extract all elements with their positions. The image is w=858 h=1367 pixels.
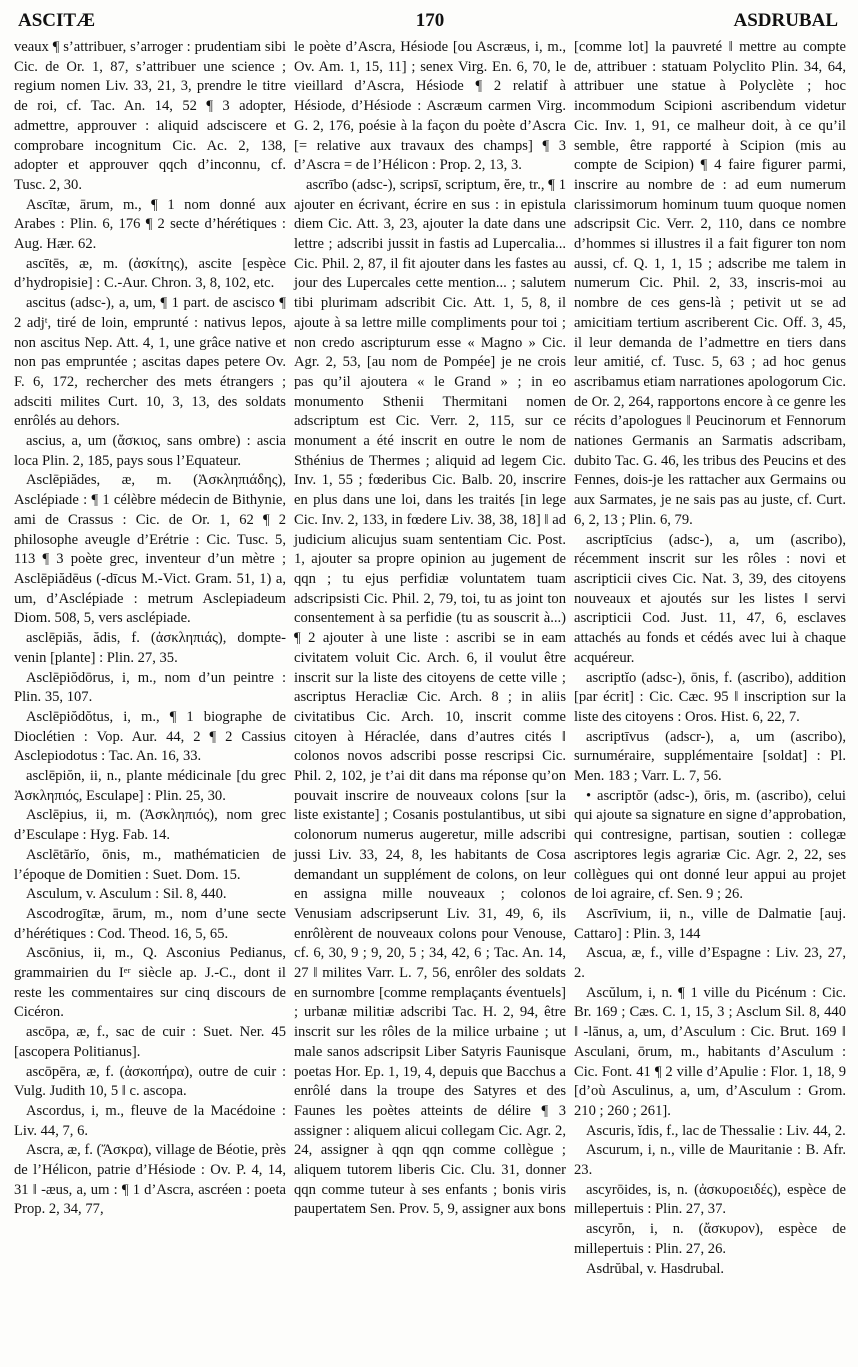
page-number: 170 (415, 10, 445, 31)
dictionary-entry: ascyrŏn, i, n. (ἄσκυρον), espèce de millepertuis : Plin. 27, 26. (574, 1221, 846, 1257)
dictionary-entry: Asclēpius, ii, m. (Ἀσκληπιός), nom grec d’Esculape : Hyg. Fab. 14. (14, 807, 286, 844)
dictionary-entry: ascius, a, um (ἄσκιος, sans ombre) : ascia loca Plin. 2, 185, pays sous l’Equateur. (14, 433, 286, 469)
dictionary-entry: Ascrīvium, ii, n., ville de Dalmatie [auj. Cattaro] : Plin. 3, 144 (574, 905, 846, 942)
entry-continuation: [comme lot] la pauvreté ‖ mettre au compte de, attribuer : statuam Polyclito Plin. 34, 64, attribuer une statue à Polyclète ; hoc incommodum Scipioni ascribendum videtur Cic. Inv. 1, 91, ce malheur doit, à ce qu’il semble, être rapporté à Scipion (mis au compte de Scipion) ¶ 4 faire figurer parmi, inscrire au nombre de : ad eum numerum clarissimorum hominum tuum quoque nomen adscripsit Cic. Verr. 2, 110, dans ce nombre d’hommes si illustres il a fait figurer ton nom aussi, cf. Q. 1, 1, 15 ; adscribe me talem in numerum Cic. Phil. 2, 33, inscris-moi au nombre de ces gens-là ; petivit ut se ad amicitiam tertium ascriberent Cic. Off. 3, 45, il leur demanda de l’admettre en tiers dans leur amitié, cf. Tusc. 5, 63 ; ad hoc genus ascribamus etiam narrationes apologorum Cic. de Or. 2, 264, rapportons encore à ce genre les récits d’apologues ‖ Peucinorum et Fennorum nationes Germanis an Sarmatis adscribam, dubito Tac. G. 46, les tribus des Peucins et des Fennes, dois-je les rattacher aux Germains ou aux Sarmates, je ne sais pas au juste, cf. Curt. 6, 2, 13 ; Plin. 6, 79. (574, 39, 846, 528)
dictionary-entry: Asclētārĭo, ōnis, m., mathématicien de l’époque de Domitien : Suet. Dom. 15. (14, 846, 286, 883)
dictionary-entry: Ascurum, i, n., ville de Mauritanie : B. Afr. 23. (574, 1142, 846, 1179)
dictionary-entry: ascriptĭo (adsc-), ōnis, f. (ascribo), addition [par écrit] : Cic. Cæc. 95 ‖ inscription sur la liste des citoyens : Oros. Hist. 6, 22, 7. (574, 669, 846, 725)
dictionary-entry: Asculum, v. Asculum : Sil. 8, 440. (26, 886, 227, 903)
running-head-left: ASCITÆ (18, 10, 96, 31)
dictionary-entry: ascōpēra, æ, f. (ἀσκοπήρα), outre de cuir : Vulg. Judith 10, 5 ‖ c. ascopa. (14, 1063, 286, 1100)
dictionary-entry: • ascriptŏr (adsc-), ōris, m. (ascribo), celui qui ajoute sa signature en signe d’approbation, qui contresigne, partisan, soutien : collegæ ascriptores legis agrariæ Cic. Agr. 2, 22, ses collègues qui ont donné leur appui au projet de loi agraire, cf. Sen. 9 ; 26. (574, 787, 846, 903)
dictionary-entry: Ascra, æ, f. (Ἄσκρα), village de Béotie, près de l’Hélicon, patrie d’Hésiode : Ov. P. 4, 14, 31 ‖ -æus, a, um : ¶ 1 d’Ascra, ascréen : poeta Prop. 2, 34, 77, (14, 1142, 286, 1218)
dictionary-entry: asclēpiŏn, ii, n., plante médicinale [du grec Ἀσκληπιός, Esculape] : Plin. 25, 30. (14, 768, 286, 804)
dictionary-entry: ascriptīcius (adsc-), a, um (ascribo), récemment inscrit sur les rôles : novi et ascripticii cives Cic. Nat. 3, 39, des citoyens nouveaux et ajoutés sur les listes ‖ servi ascripticii Cod. Just. 11, 47, 6, esclaves attachés au fonds et cédés avec lui à chaque acquéreur. (574, 531, 846, 666)
page-header (14, 4, 846, 38)
column-right (574, 38, 846, 1363)
entry-columns (14, 38, 846, 1363)
dictionary-entry: Ascordus, i, m., fleuve de la Macédoine : Liv. 44, 7, 6. (14, 1102, 286, 1139)
dictionary-entry: Asclēpiădes, æ, m. (Ἀσκληπιάδης), Asclépiade : ¶ 1 célèbre médecin de Bithynie, ami de Crassus : Cic. de Or. 1, 62 ¶ 2 philosophe aveugle d’Erétrie : Cic. Tusc. 5, 113 ¶ 3 poète grec, inventeur d’un mètre ; Asclēpiădēus (-dīcus M.-Vict. Gram. 51, 1) a, um, d’Asclépiade : metrum Asclepiadeum Diom. 508, 5, vers asclépiade. (14, 472, 286, 627)
dictionary-entry: ascītēs, æ, m. (ἀσκίτης), ascite [espèce d’hydropisie] : C.-Aur. Chron. 3, 8, 102, etc. (14, 255, 286, 292)
dictionary-entry: Ascītæ, ārum, m., ¶ 1 nom donné aux Arabes : Plin. 6, 176 ¶ 2 secte d’hérétiques : Aug. Hær. 62. (14, 196, 286, 253)
dictionary-entry: Ascōnius, ii, m., Q. Asconius Pedianus, grammairien du Iᵉʳ siècle ap. J.-C., dont il reste les commentaires sur cinq discours de Cicéron. (14, 945, 286, 1021)
dictionary-entry: Asdrŭbal, v. Hasdrubal. (586, 1260, 725, 1277)
dictionary-entry: ascrībo (adsc-), scripsī, scriptum, ĕre, tr., ¶ 1 ajouter en écrivant, écrire en sus : in epistula diem Cic. Att. 3, 23, ajouter la date dans une lettre ; adscribi jussit in fastis ad Lupercalia... Cic. Phil. 2, 87, il fit ajouter dans les fastes au jour des Lupercales cette mention... ; salutem tibi plurimam adscribit Cic. Att. 1, 5, 8, il ajoute à sa lettre mille compliments pour toi ; non credo ascripturum esse « Magno » Cic. Agr. 2, 53, [au nom de Pompée] je ne crois pas qu’il ajoutera « le Grand » ; in eo monumento Sthenii Thermitani nomen adscriptum est Cic. Verr. 2, 115, sur ce monument a été inscrit en outre le nom de Sthénius de Thermes ; aliquid ad legem Cic. Inv. 1, 55 ; fœderibus Cic. Balb. 20, inscrire en plus dans une loi, dans les traités [in lege Cic. Inv. 2, 133, in fœdere Liv. 38, 38, 18] ‖ ad judicium alicujus suam sententiam Cic. Post. 1, ajouter sa propre opinion au jugement de qqn ; tu ejus perfidiæ voluntatem tuam adscripsisti Cic. Phil. 2, 79, toi, tu as joint ton consentement à sa perfidie (tu as souscrit à...) ¶ 2 ajouter à une liste : ascribi se in eam civitatem voluit Cic. Arch. 6, il voulut être inscrit sur la liste des citoyens de cette ville ; ascriptus Heracliæ Cic. Arch. 8 ; in aliis civitatibus Cic. Arch. 10, inscrit comme citoyen à Héraclée, dans d’autres cités ‖ colonos novos adscribi posse rescripsi Cic. Phil. 2, 102, je t’ai dit dans ma réponse qu’on pouvait inscrire de nouveaux colons [sur la liste existante] ; Cosanis postulantibus, ut sibi colonorum numerus augeretur, mille adscribi jussi Liv. 33, 24, 8, les habitants de Cosa demandant un supplément de colons, on leur en assigna mille nouveaux ; colonos Venusiam adscripserunt Liv. 31, 49, 6, ils enrôlèrent de nouveaux colons pour Venouse, cf. 6, 30, 9 ; 9, 20, 5 ; 34, 42, 6 ; Tac. An. 14, 27 ‖ milites Varr. L. 7, 56, enrôler des soldats en surnombre [comme remplaçants éventuels] ; urbanæ militiæ adscribi Tac. H. 2, 94, être inscrit sur les rôles de la milice urbaine ; ut male sanos adscripsit Liber Satyris Faunisque poetas Hor. Ep. 1, 19, 4, depuis que Bacchus a enrôlé dans la troupe des Satyres et des Faunes les poètes atteints de délire ¶ 3 assigner : aliquem alicui collegam Cic. Agr. 2, 24, assigner à qqn qqn comme collègue ; aliquem tutorem liberis Cic. Clu. 31, donner qqn comme tuteur à ses enfants ; bonis viris paupertatem Sen. Prov. 5, 9, assigner aux bons (294, 176, 566, 1218)
dictionary-entry: asclēpiăs, ădis, f. (ἀσκληπιάς), dompte-venin [plante] : Plin. 27, 35. (14, 630, 286, 666)
dictionary-entry: Asclēpiŏdōrus, i, m., nom d’un peintre : Plin. 35, 107. (14, 669, 286, 706)
entry-continuation: veaux ¶ s’attribuer, s’arroger : prudentiam sibi Cic. de Or. 1, 87, s’attribuer une science ; regium nomen Liv. 33, 21, 3, prendre le titre de roi, cf. Tac. An. 14, 52 ¶ 3 adopter, admettre, approuver : aliquid adsciscere et comprobare incognitum Cic. Ac. 2, 138, adopter et approuver qqch d’inconnu, cf. Tusc. 2, 30. (14, 39, 286, 193)
column-left (14, 38, 286, 1363)
dictionary-entry: Asclēpiŏdŏtus, i, m., ¶ 1 biographe de Dioclétien : Vop. Aur. 44, 2 ¶ 2 Cassius Asclepiodotus : Tac. An. 16, 33. (14, 708, 286, 765)
column-middle (294, 38, 566, 1363)
dictionary-entry: Ascodrogītæ, ārum, m., nom d’une secte d’hérétiques : Cod. Theod. 16, 5, 65. (14, 905, 286, 942)
dictionary-entry: ascōpa, æ, f., sac de cuir : Suet. Ner. 45 [ascopera Politianus]. (14, 1024, 286, 1060)
running-head-right: ASDRUBAL (733, 10, 838, 31)
dictionary-entry: Ascua, æ, f., ville d’Espagne : Liv. 23, 27, 2. (574, 945, 846, 982)
dictionary-entry: ascyrōides, is, n. (ἀσκυροειδές), espèce de millepertuis : Plin. 27, 37. (574, 1181, 846, 1218)
dictionary-entry: Ascuris, ĭdis, f., lac de Thessalie : Liv. 44, 2. (586, 1122, 846, 1139)
dictionary-entry: ascriptīvus (adscr-), a, um (ascribo), surnuméraire, supplémentaire [soldat] : Pl. Men. 183 ; Varr. L. 7, 56. (574, 728, 846, 785)
dictionary-entry: Ascŭlum, i, n. ¶ 1 ville du Picénum : Cic. Br. 169 ; Cæs. C. 1, 15, 3 ; Asclum Sil. 8, 440 ‖ -lānus, a, um, d’Asculum : Cic. Brut. 169 ‖ Asculani, ōrum, m., habitants d’Asculum : Cic. Font. 41 ¶ 2 ville d’Apulie : Flor. 1, 18, 9 [d’où Asculinus, a, um, d’Asculum : Grom. 210 ; 260 ; 261]. (574, 984, 846, 1119)
entry-continuation: le poète d’Ascra, Hésiode [ou Ascræus, i, m., Ov. Am. 1, 15, 11] ; senex Virg. En. 6, 70, le vieillard d’Ascra, Hésiode ¶ 2 relatif à Hésiode, d’Hésiode : Ascræum carmen Virg. G. 2, 176, poésie à la façon du poète d’Ascra [= relative aux travaux des champs] ¶ 3 d’Ascra = de l’Hélicon : Prop. 2, 13, 3. (294, 39, 566, 174)
dictionary-entry: ascitus (adsc-), a, um, ¶ 1 part. de ascisco ¶ 2 adjᵗ, tiré de loin, emprunté : nativus lepos, non ascitus Nep. Att. 4, 1, une grâce native et non pas empruntée ; ascitas dapes petere Ov. F. 6, 172, rechercher des mets étrangers ; adsciti milites Curt. 10, 3, 13, des soldats enrôlés au dehors. (14, 295, 286, 430)
